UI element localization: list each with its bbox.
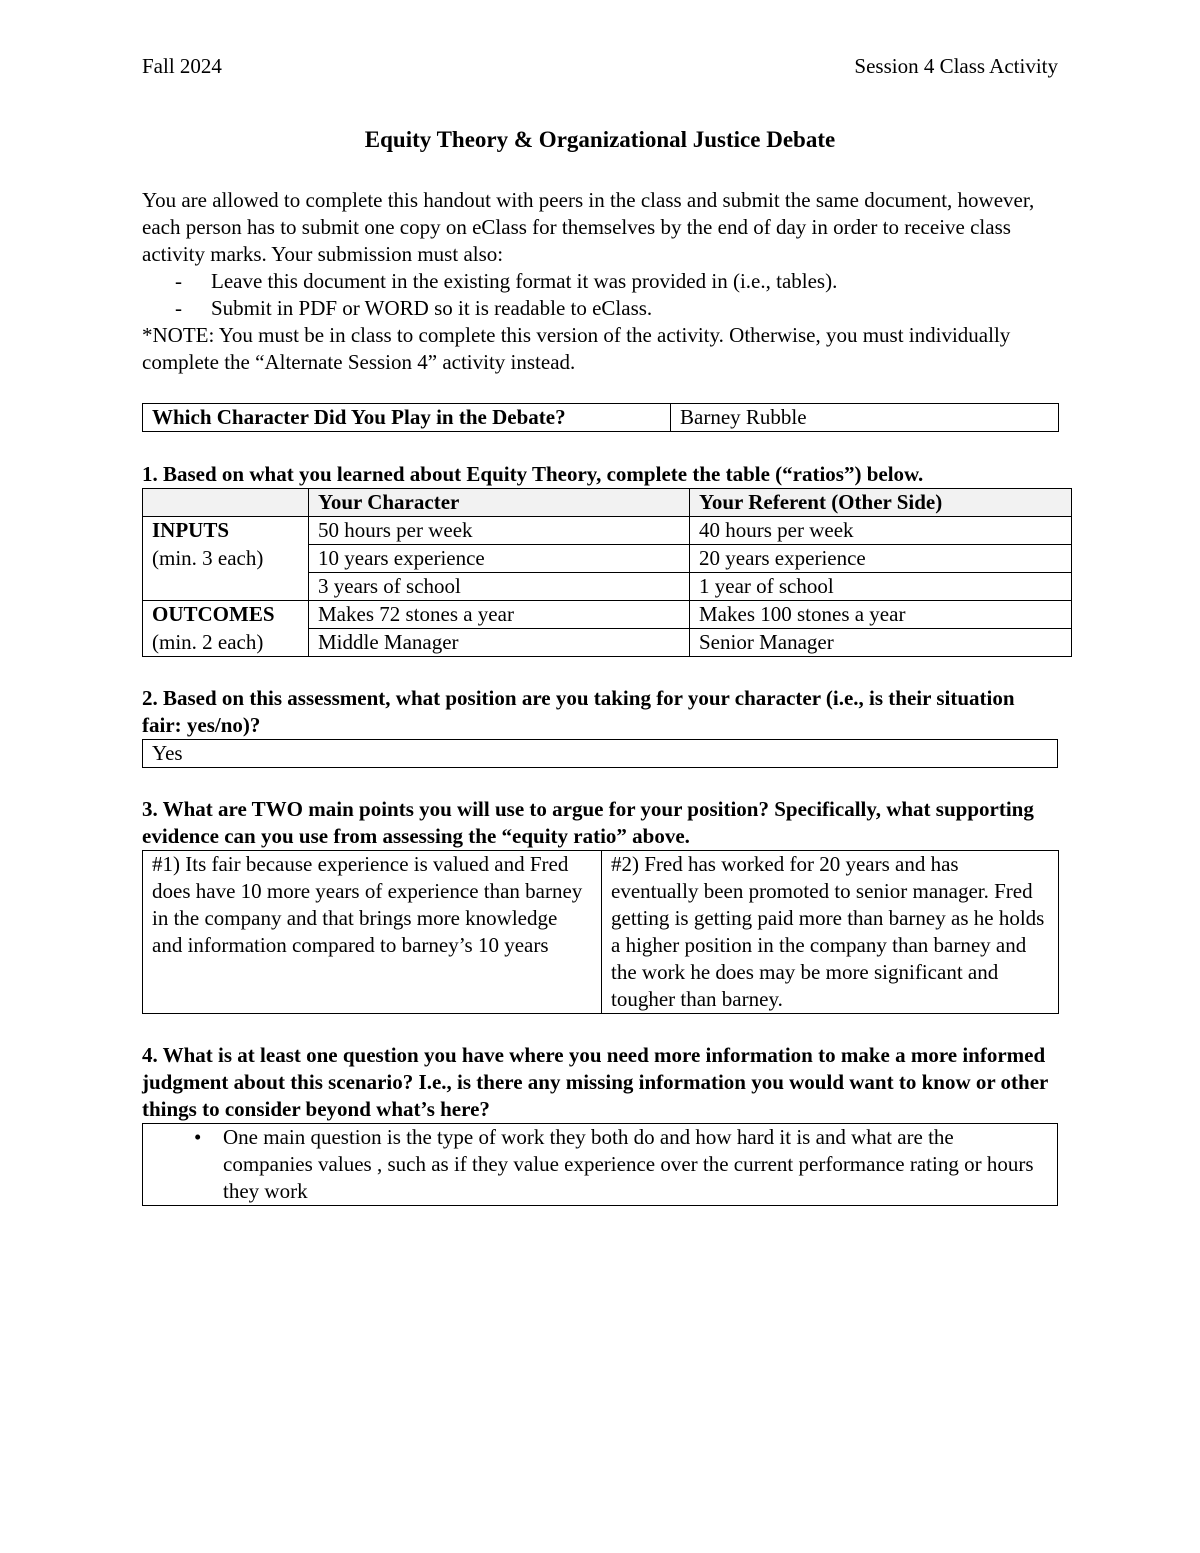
table-row (143, 545, 1072, 573)
table-row (143, 573, 1072, 601)
main-point-1[interactable]: #1) Its fair because experience is valued and Fred does have 10 more years of experience than barney in the company and that brings more knowledge and information compared to barney’s 10 years (143, 851, 602, 1014)
outcome-referent[interactable]: Makes 100 stones a year (690, 601, 1072, 629)
table-row (143, 601, 1072, 629)
outcome-yours[interactable]: Middle Manager (309, 629, 690, 657)
inputs-label-spacer (143, 573, 309, 601)
outcomes-sublabel: (min. 2 each) (143, 629, 309, 657)
requirements-list (142, 268, 1058, 322)
missing-info-answer: One main question is the type of work they both do and how hard it is and what are the companies values , such as if they value experience over the current performance rating or hours they work (223, 1125, 1034, 1203)
character-answer[interactable]: Barney Rubble (671, 404, 1059, 432)
position-answer[interactable]: Yes (143, 740, 1058, 768)
requirement-text: Submit in PDF or WORD so it is readable to eClass. (211, 296, 653, 320)
outcome-referent[interactable]: Senior Manager (690, 629, 1072, 657)
main-point-2[interactable]: #2) Fred has worked for 20 years and has eventually been promoted to senior manager. Fred getting is getting paid more than barney as he holds a higher position in the company than barney and the work he does may be more significant and tougher than barney. (602, 851, 1059, 1014)
requirement-item: - Leave this document in the existing format it was provided in (i.e., tables). (175, 269, 838, 293)
header-session: Session 4 Class Activity (854, 54, 1058, 78)
column-header-your-character: Your Character (309, 489, 690, 517)
input-yours[interactable]: 3 years of school (309, 573, 690, 601)
column-header-referent: Your Referent (Other Side) (690, 489, 1072, 517)
column-header-blank (143, 489, 309, 517)
page-header (142, 52, 1058, 80)
list-item (152, 1124, 1048, 1205)
equity-ratio-table (142, 488, 1072, 657)
outcome-yours[interactable]: Makes 72 stones a year (309, 601, 690, 629)
question-3: 3. What are TWO main points you will use to argue for your position? Specifically, what supporting evidence can you use from assessing the “equity ratio” above. (142, 797, 1034, 848)
position-answer-table (142, 739, 1058, 768)
header-term: Fall 2024 (142, 54, 222, 78)
intro-paragraph: You are allowed to complete this handout with peers in the class and submit the same document, however, each person has to submit one copy on eClass for themselves by the end of day in order to receive class activity marks. Your submission must also: (142, 188, 1035, 266)
question-4: 4. What is at least one question you have where you need more information to make a more informed judgment about this scenario? I.e., is there any missing information you would want to know or other things to consider beyond what’s here? (142, 1043, 1048, 1121)
missing-info-cell[interactable] (143, 1124, 1058, 1206)
document-title: Equity Theory & Organizational Justice Debate (364, 127, 836, 152)
input-referent[interactable]: 40 hours per week (690, 517, 1072, 545)
table-header-row (143, 489, 1072, 517)
requirement-text: Leave this document in the existing format it was provided in (i.e., tables). (211, 269, 838, 293)
inputs-sublabel: (min. 3 each) (143, 545, 309, 573)
intro-note: *NOTE: You must be in class to complete this version of the activity. Otherwise, you must individually complete the “Alternate Session 4” activity instead. (142, 323, 1011, 374)
question-1: 1. Based on what you learned about Equity Theory, complete the table (“ratios”) below. (142, 462, 924, 486)
intro-section (142, 187, 1058, 376)
input-yours[interactable]: 50 hours per week (309, 517, 690, 545)
character-question: Which Character Did You Play in the Debate? (143, 404, 671, 432)
main-points-table (142, 850, 1059, 1014)
document-page (142, 52, 1058, 1206)
input-yours[interactable]: 10 years experience (309, 545, 690, 573)
inputs-label: INPUTS (143, 517, 309, 545)
missing-info-table (142, 1123, 1058, 1206)
input-referent[interactable]: 20 years experience (690, 545, 1072, 573)
question-2: 2. Based on this assessment, what position are you taking for your character (i.e., is their situation fair: yes/no)? (142, 686, 1015, 737)
requirement-item: - Submit in PDF or WORD so it is readable to eClass. (175, 296, 653, 320)
character-table (142, 403, 1059, 432)
table-row (143, 629, 1072, 657)
outcomes-label: OUTCOMES (143, 601, 309, 629)
table-row (143, 517, 1072, 545)
bullet-icon: • (194, 1125, 202, 1149)
input-referent[interactable]: 1 year of school (690, 573, 1072, 601)
